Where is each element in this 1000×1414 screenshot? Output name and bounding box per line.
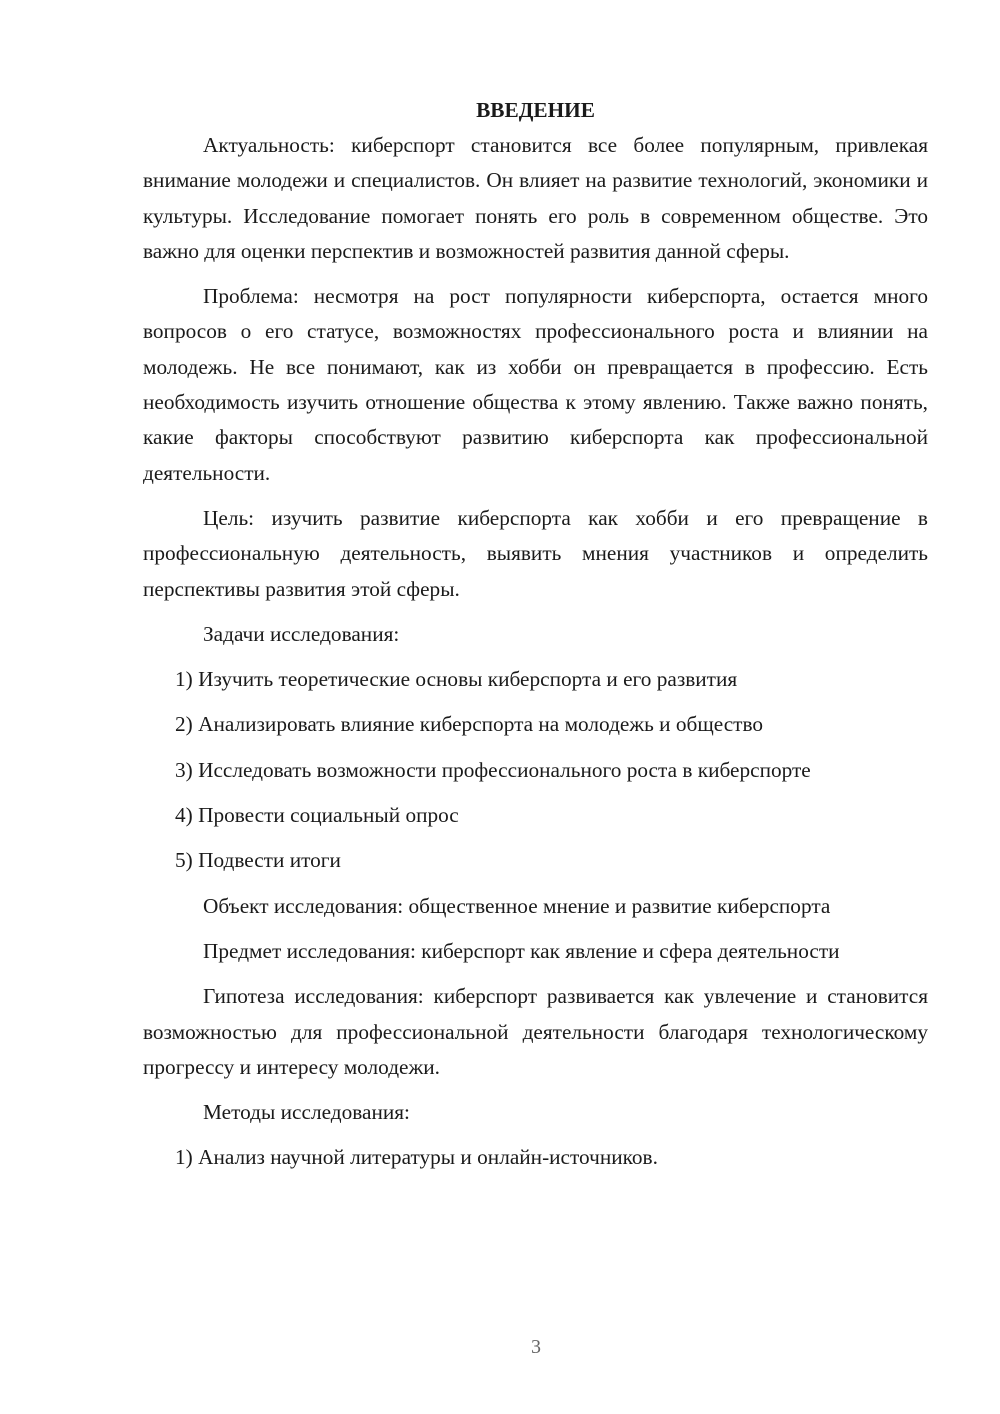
task-item: 2) Анализировать влияние киберспорта на молодежь и общество (175, 712, 764, 737)
relevance-paragraph: Актуальность: киберспорт становится все более популярным, привлекая внимание молодежи и специалистов. Он влияет на развитие технологий, экономики и культуры. Исследование помогает понять его роль в современном обществе. Это важно для оценки перспектив и возможностей развития данной сферы. (143, 133, 928, 263)
goal-paragraph: Цель: изучить развитие киберспорта как хобби и его превращение в профессиональную деятельность, выявить мнения участников и определить перспективы развития этой сферы. (143, 505, 928, 601)
document-page (143, 92, 928, 1186)
problem-paragraph: Проблема: несмотря на рост популярности киберспорта, остается много вопросов о его статусе, возможностях профессионального роста и влиянии на молодежь. Не все понимают, как из хобби он превращается в профессию. Есть необходимость изучить отношение общества к этому явлению. Также важно понять, какие факторы способствуют развитию киберспорта как профессиональной деятельности. (143, 284, 928, 485)
task-item: 1) Изучить теоретические основы киберспорта и его развития (175, 667, 738, 692)
task-item: 4) Провести социальный опрос (175, 803, 459, 828)
tasks-label: Задачи исследования: (203, 621, 400, 646)
task-item: 3) Исследовать возможности профессионального роста в киберспорте (175, 757, 811, 782)
method-item: 1) Анализ научной литературы и онлайн-источников. (175, 1145, 658, 1170)
page-number: 3 (531, 1336, 541, 1358)
object-paragraph: Объект исследования: общественное мнение и развитие киберспорта (203, 893, 831, 918)
task-item: 5) Подвести итоги (175, 848, 341, 873)
hypothesis-paragraph: Гипотеза исследования: киберспорт развивается как увлечение и становится возможностью для профессиональной деятельности благодаря технологическому прогрессу и интересу молодежи. (143, 984, 928, 1079)
subject-paragraph: Предмет исследования: киберспорт как явление и сфера деятельности (203, 938, 840, 963)
section-heading: ВВЕДЕНИЕ (476, 98, 595, 122)
methods-label: Методы исследования: (203, 1100, 410, 1125)
